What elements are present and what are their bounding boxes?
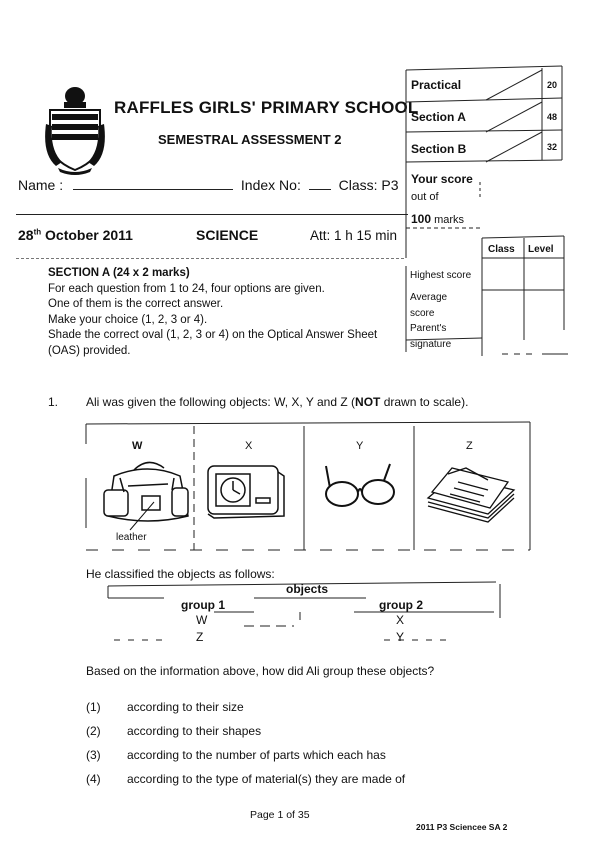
page-number: Page 1 of 35 — [250, 809, 310, 821]
group-2-title: group 2 — [379, 598, 423, 612]
clock-icon — [204, 460, 288, 522]
parent-signature-label-1: Parent's — [410, 323, 447, 334]
class-label: Class: P3 — [338, 177, 399, 193]
name-line — [18, 177, 399, 193]
object-x-label: X — [245, 440, 253, 452]
option-4-number: (4) — [86, 772, 101, 786]
practical-label: Practical — [411, 78, 462, 92]
header-dash-rule — [16, 258, 404, 259]
section-a-label: Section A — [411, 110, 466, 124]
index-label: Index No: — [240, 177, 301, 193]
question-text: Ali was given the following objects: W, X, Y and Z (NOT drawn to scale). — [86, 395, 469, 409]
group-1-item: Z — [196, 630, 204, 644]
section-a-heading: SECTION A (24 x 2 marks) — [48, 267, 190, 279]
leather-label: leather — [116, 532, 147, 543]
leather-pointer-line — [124, 500, 164, 534]
index-field[interactable] — [309, 177, 331, 190]
question-prompt: Based on the information above, how did Ali group these objects? — [86, 664, 435, 678]
classified-text: He classified the objects as follows: — [86, 567, 275, 581]
option-4-text: according to the type of material(s) they are made of — [127, 772, 406, 786]
out-of-label: out of — [411, 191, 439, 203]
instruction-line: (OAS) provided. — [48, 344, 131, 357]
average-score-label-2: score — [410, 308, 435, 319]
option-2-number: (2) — [86, 724, 101, 738]
attempt-time: Att: 1 h 15 min — [310, 228, 398, 243]
spectacles-icon — [316, 462, 406, 512]
question-number: 1. — [48, 395, 59, 409]
instruction-line: Make your choice (1, 2, 3 or 4). — [48, 313, 208, 326]
group-1-item: W — [196, 613, 208, 627]
objects-header: objects — [286, 582, 329, 596]
object-y-label: Y — [356, 440, 364, 452]
section-b-label: Section B — [411, 142, 467, 156]
subject: SCIENCE — [196, 227, 259, 243]
option-3-text: according to the number of parts which each has — [127, 748, 386, 762]
header-rule — [16, 214, 408, 215]
name-label: Name : — [18, 177, 64, 193]
option-3-number: (3) — [86, 748, 101, 762]
section-a-instructions — [48, 266, 377, 359]
option-2-text: according to their shapes — [127, 724, 262, 738]
option-1-text: according to their size — [127, 700, 244, 714]
average-score-label-1: Average — [410, 292, 448, 303]
parent-signature-label-2: signature — [410, 339, 452, 350]
group-1-title: group 1 — [181, 598, 225, 612]
group-2-item: X — [396, 613, 405, 627]
option-1-number: (1) — [86, 700, 101, 714]
instruction-line: Shade the correct oval (1, 2, 3 or 4) on the Optical Answer Sheet — [48, 329, 378, 341]
school-name: RAFFLES GIRLS' PRIMARY SCHOOL — [114, 98, 419, 117]
highest-score-label: Highest score — [410, 270, 472, 281]
document-code: 2011 P3 Sciencee SA 2 — [416, 822, 508, 832]
section-b-max: 32 — [547, 142, 558, 152]
instruction-line: For each question from 1 to 24, four options are given. — [48, 282, 325, 295]
group-2-item: Y — [396, 630, 405, 644]
object-w-label: W — [132, 440, 143, 452]
assessment-title: SEMESTRAL ASSESSMENT 2 — [158, 132, 342, 147]
object-z-label: Z — [466, 440, 473, 452]
total-marks: 100 marks — [411, 212, 465, 226]
name-field[interactable] — [73, 177, 233, 190]
your-score-label: Your score — [411, 172, 473, 186]
exam-date: 28th October 2011 — [18, 227, 133, 243]
section-a-max: 48 — [547, 112, 558, 122]
newspapers-icon — [418, 458, 518, 524]
school-crest-icon — [44, 84, 106, 176]
practical-max: 20 — [547, 80, 558, 90]
col-class-header: Class — [488, 244, 515, 255]
col-level-header: Level — [528, 244, 554, 255]
instruction-line: One of them is the correct answer. — [48, 298, 224, 310]
